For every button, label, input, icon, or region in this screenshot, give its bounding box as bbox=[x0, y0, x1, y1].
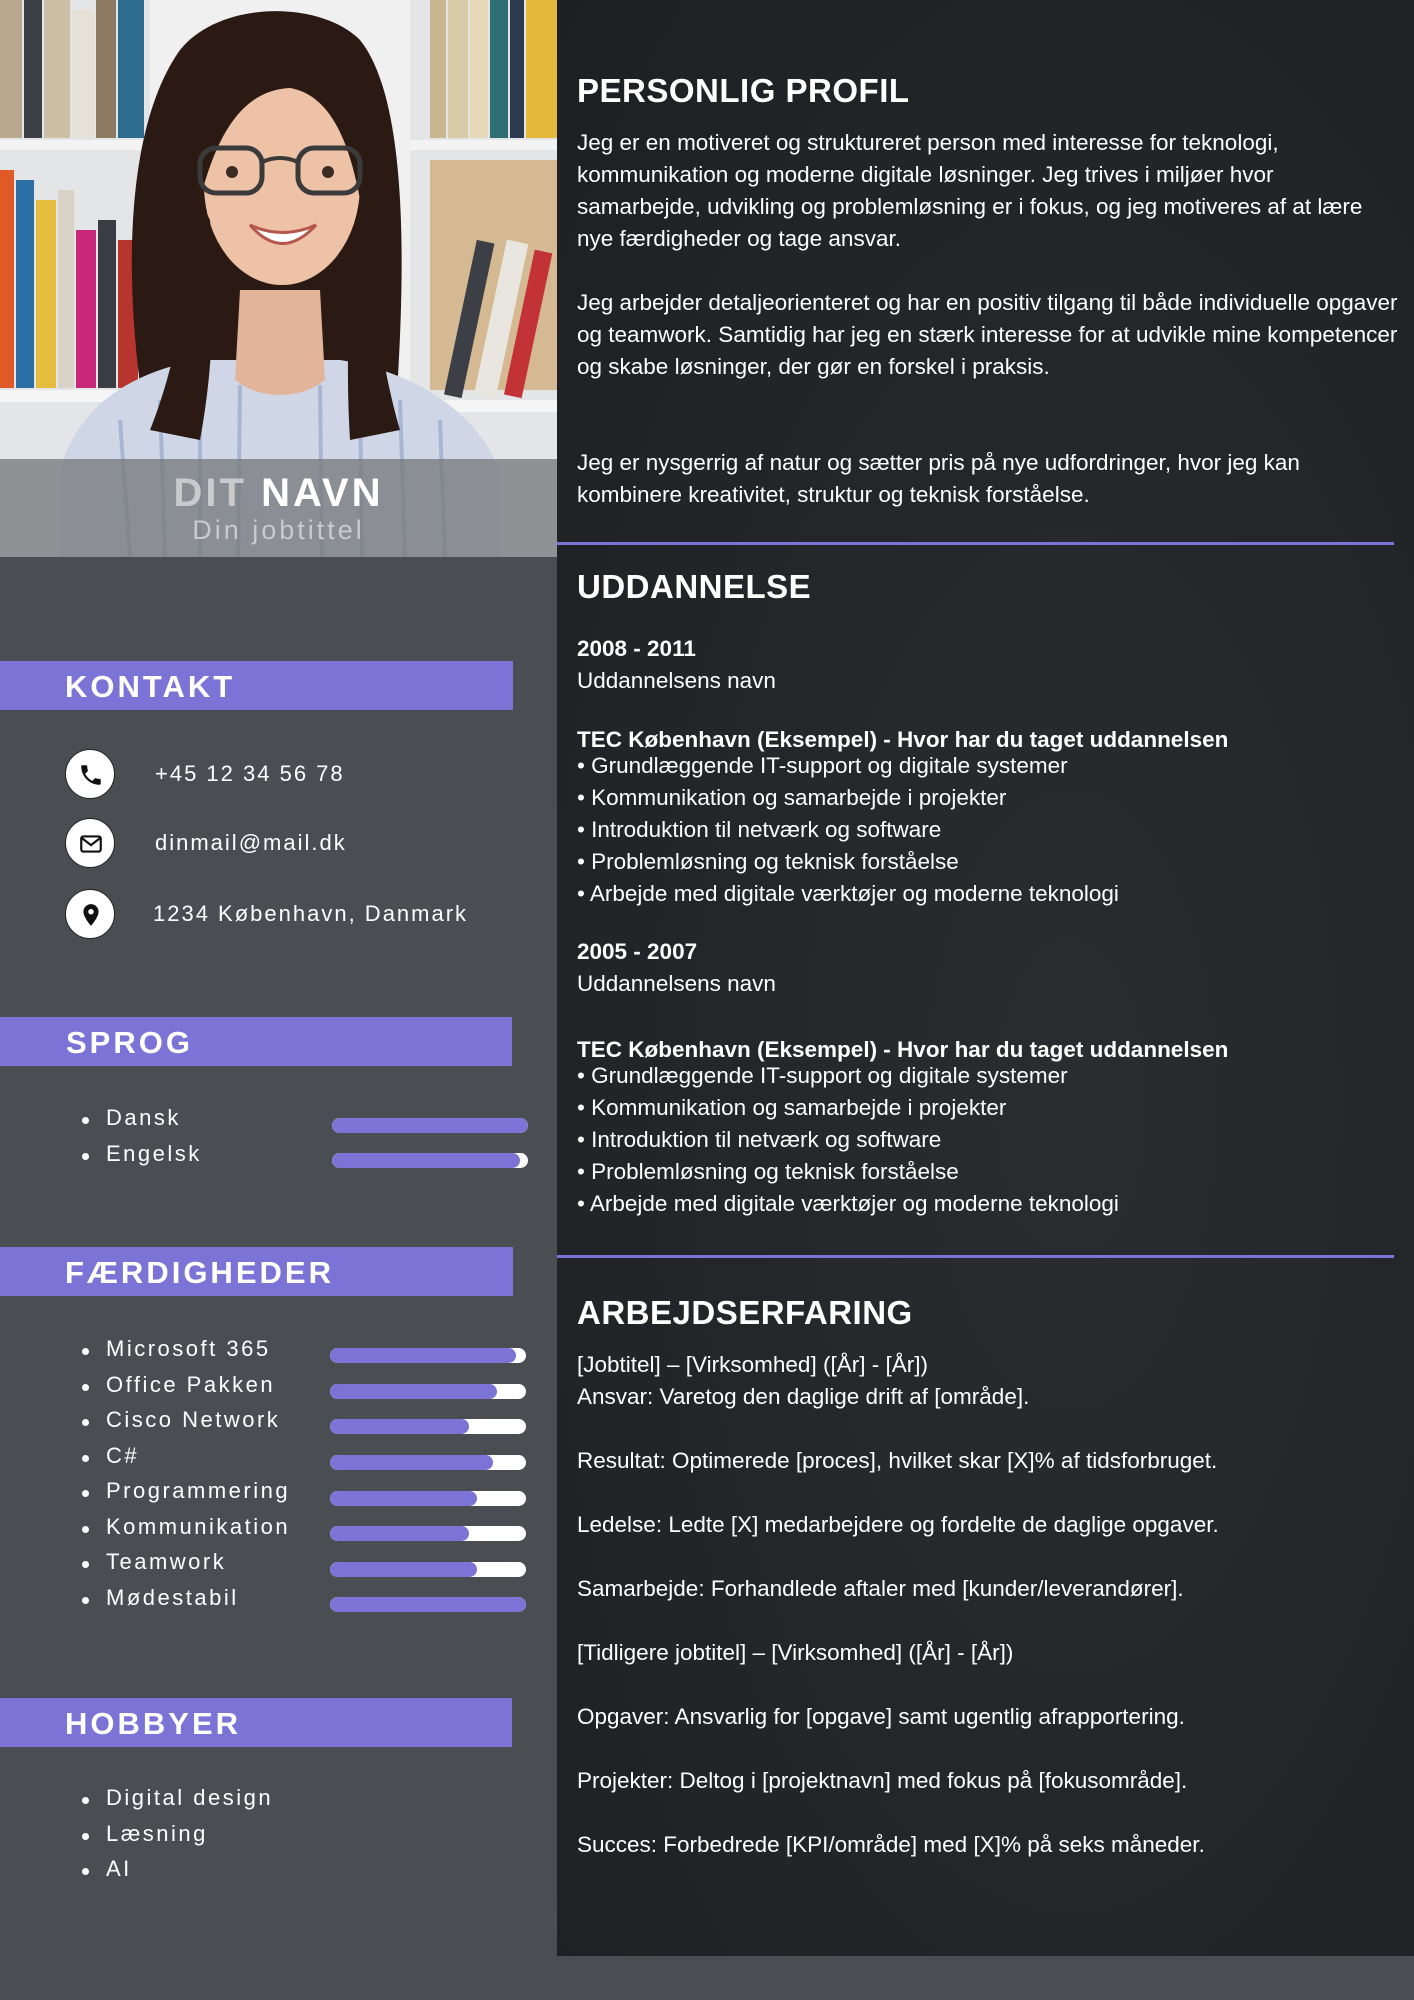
contact-phone[interactable] bbox=[65, 749, 515, 801]
contact-heading: KONTAKT bbox=[65, 669, 236, 704]
skill-level-bar bbox=[330, 1526, 526, 1541]
hobby-item: Læsning bbox=[80, 1821, 273, 1857]
contact-email[interactable] bbox=[65, 818, 515, 870]
profile-paragraph: Jeg er nysgerrig af natur og sætter pris på nye udfordringer, hvor jeg kan kombinere kreativitet, struktur og teknisk forståelse. bbox=[577, 450, 1300, 507]
experience-line bbox=[577, 1477, 1397, 1509]
skill-item: Cisco Network bbox=[80, 1407, 290, 1443]
experience-line: Projekter: Deltog i [projektnavn] med fokus på [fokusområde]. bbox=[577, 1768, 1188, 1793]
language-item: Dansk bbox=[80, 1105, 202, 1141]
education-name: Uddannelsens navn bbox=[577, 971, 776, 996]
skill-level-bar bbox=[330, 1597, 526, 1612]
experience-line: [Jobtitel] – [Virksomhed] ([År] - [År]) bbox=[577, 1352, 928, 1377]
contact-email-text: dinmail@mail.dk bbox=[155, 830, 347, 855]
name-first: DIT bbox=[173, 471, 247, 515]
education-point: • Problemløsning og teknisk forståelse bbox=[577, 849, 959, 874]
hobby-item: AI bbox=[80, 1856, 273, 1892]
name-band bbox=[0, 459, 557, 557]
education-years: 2005 - 2007 bbox=[577, 939, 698, 964]
profile-paragraph: Jeg er en motiveret og struktureret person med interesse for teknologi, kommunikation og moderne digitale løsninger. Jeg trives i miljøer hvor samarbejde, udvikling og problemløsning er i fokus, og jeg motiveres af at lære nye færdigheder og tage ansvar. bbox=[577, 130, 1363, 251]
skill-level-bar bbox=[330, 1491, 526, 1506]
experience-line: Succes: Forbedrede [KPI/område] med [X]% på seks måneder. bbox=[577, 1832, 1205, 1857]
education-point: • Introduktion til netværk og software bbox=[577, 1127, 942, 1152]
education-point: • Problemløsning og teknisk forståelse bbox=[577, 1159, 959, 1184]
main-footer-band bbox=[557, 1956, 1414, 2000]
level-fill bbox=[330, 1384, 497, 1399]
skill-item: Programmering bbox=[80, 1478, 290, 1514]
experience-line bbox=[577, 1605, 1397, 1637]
hobby-item: Digital design bbox=[80, 1785, 273, 1821]
languages-heading-band bbox=[0, 1017, 512, 1066]
skills-heading-band bbox=[0, 1247, 513, 1296]
job-title: Din jobtittel bbox=[192, 515, 365, 545]
language-level-bar bbox=[332, 1118, 528, 1133]
experience-line bbox=[577, 1541, 1397, 1573]
experience-line: Opgaver: Ansvarlig for [opgave] samt ugentlig afrapportering. bbox=[577, 1704, 1185, 1729]
education-entry bbox=[577, 936, 1397, 1000]
hobbies-list bbox=[80, 1785, 273, 1892]
profile-photo bbox=[0, 0, 557, 557]
skill-level-bar bbox=[330, 1455, 526, 1470]
level-fill bbox=[332, 1118, 528, 1133]
languages-heading: SPROG bbox=[66, 1025, 193, 1060]
level-fill bbox=[330, 1526, 469, 1541]
education-school: TEC København (Eksempel) - Hvor har du taget uddannelsen bbox=[577, 727, 1229, 752]
hobbies-heading-band bbox=[0, 1698, 512, 1747]
language-item: Engelsk bbox=[80, 1141, 202, 1177]
contact-phone-text: +45 12 34 56 78 bbox=[155, 761, 345, 786]
education-name: Uddannelsens navn bbox=[577, 668, 776, 693]
experience-heading: ARBEJDSERFARING bbox=[577, 1294, 913, 1331]
language-level-bar bbox=[332, 1153, 528, 1168]
skill-item: Office Pakken bbox=[80, 1372, 290, 1408]
education-point: • Kommunikation og samarbejde i projekter bbox=[577, 1095, 1007, 1120]
mail-icon bbox=[65, 818, 115, 868]
phone-icon bbox=[65, 749, 115, 799]
level-fill bbox=[332, 1153, 520, 1168]
skill-item: Teamwork bbox=[80, 1549, 290, 1585]
skill-level-bar bbox=[330, 1348, 526, 1363]
skill-item: C# bbox=[80, 1443, 290, 1479]
skill-level-bar bbox=[330, 1419, 526, 1434]
education-point: • Grundlæggende IT-support og digitale systemer bbox=[577, 753, 1068, 778]
skill-item: Kommunikation bbox=[80, 1514, 290, 1550]
level-fill bbox=[330, 1597, 526, 1612]
education-details bbox=[577, 1033, 1397, 1220]
education-years: 2008 - 2011 bbox=[577, 636, 696, 661]
skill-item: Microsoft 365 bbox=[80, 1336, 290, 1372]
experience-line: Ansvar: Varetog den daglige drift af [område]. bbox=[577, 1384, 1030, 1409]
education-point: • Arbejde med digitale værktøjer og moderne teknologi bbox=[577, 881, 1119, 906]
skill-item: Mødestabil bbox=[80, 1585, 290, 1621]
education-point: • Grundlæggende IT-support og digitale systemer bbox=[577, 1063, 1068, 1088]
experience-body bbox=[577, 1349, 1397, 1861]
section-divider bbox=[557, 542, 1394, 545]
education-school: TEC København (Eksempel) - Hvor har du taget uddannelsen bbox=[577, 1037, 1229, 1062]
contact-address bbox=[65, 889, 525, 941]
skill-level-bar bbox=[330, 1384, 526, 1399]
education-point: • Introduktion til netværk og software bbox=[577, 817, 942, 842]
experience-line bbox=[577, 1733, 1397, 1765]
experience-line bbox=[577, 1669, 1397, 1701]
level-fill bbox=[330, 1419, 469, 1434]
education-point: • Kommunikation og samarbejde i projekter bbox=[577, 785, 1007, 810]
experience-line bbox=[577, 1413, 1397, 1445]
profile-heading: PERSONLIG PROFIL bbox=[577, 72, 910, 109]
location-pin-icon bbox=[65, 889, 115, 939]
experience-line: Samarbejde: Forhandlede aftaler med [kunder/leverandører]. bbox=[577, 1576, 1184, 1601]
education-details bbox=[577, 723, 1397, 910]
level-fill bbox=[330, 1562, 477, 1577]
education-heading: UDDANNELSE bbox=[577, 568, 812, 605]
level-fill bbox=[330, 1348, 516, 1363]
skills-list bbox=[80, 1336, 290, 1620]
languages-list bbox=[80, 1105, 202, 1176]
name-last: NAVN bbox=[261, 471, 384, 515]
education-entry bbox=[577, 633, 1397, 697]
contact-address-text: 1234 København, Danmark bbox=[153, 901, 469, 926]
experience-line: [Tidligere jobtitel] – [Virksomhed] ([År] - [År]) bbox=[577, 1640, 1014, 1665]
level-fill bbox=[330, 1491, 477, 1506]
experience-line: Resultat: Optimerede [proces], hvilket skar [X]% af tidsforbruget. bbox=[577, 1448, 1218, 1473]
full-name bbox=[0, 471, 557, 516]
skill-level-bar bbox=[330, 1562, 526, 1577]
education-point: • Arbejde med digitale værktøjer og moderne teknologi bbox=[577, 1191, 1119, 1216]
hobbies-heading: HOBBYER bbox=[65, 1706, 242, 1741]
contact-heading-band bbox=[0, 661, 513, 710]
experience-line bbox=[577, 1797, 1397, 1829]
level-fill bbox=[330, 1455, 493, 1470]
skills-heading: FÆRDIGHEDER bbox=[65, 1255, 334, 1290]
section-divider bbox=[557, 1255, 1394, 1258]
experience-line: Ledelse: Ledte [X] medarbejdere og fordelte de daglige opgaver. bbox=[577, 1512, 1219, 1537]
profile-paragraph: Jeg arbejder detaljeorienteret og har en positiv tilgang til både individuelle opgaver og teamwork. Samtidig har jeg en stærk interesse for at udvikle mine kompetencer og skabe løsninger, der gør en forskel i praksis. bbox=[577, 290, 1398, 379]
